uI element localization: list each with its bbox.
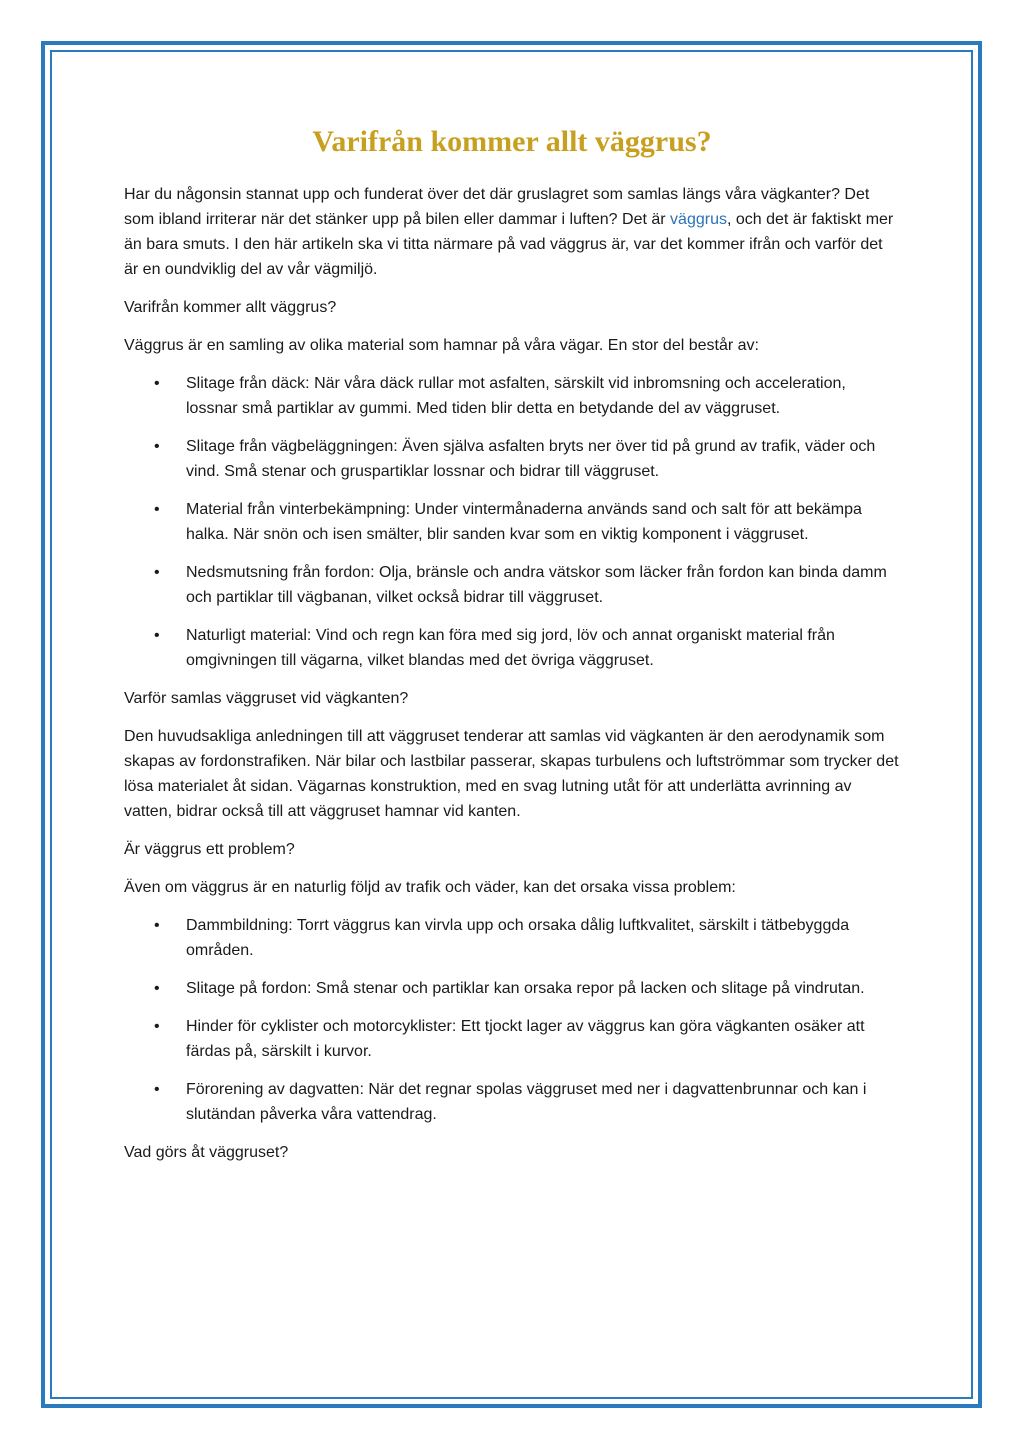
list-item-text: Slitage från däck: När våra däck rullar mot asfalten, särskilt vid inbromsning och acceleration, lossnar små partiklar av gummi. Med tiden blir detta en betydande del av väggruset. [186,375,846,417]
section-heading-origin: Varifrån kommer allt väggrus? [124,299,337,316]
vaggrus-link[interactable]: väggrus [670,211,727,228]
intro-text-before: Har du någonsin stannat upp och funderat över det där gruslagret som samlas längs våra vägkanter? Det som ibland irriterar när det stänker upp på bilen eller dammar i luften? Det är [124,186,870,228]
list-item [124,497,900,547]
list-item [124,371,900,421]
list-item-text: Förorening av dagvatten: När det regnar spolas väggruset med ner i dagvattenbrunnar och kan i slutändan påverka våra vattendrag. [186,1081,867,1123]
list-item [124,623,900,673]
article-title: Varifrån kommer allt väggrus? [312,125,712,158]
bullet-icon: • [154,1081,160,1098]
list-item-text: Hinder för cyklister och motorcyklister: Ett tjockt lager av väggrus kan göra vägkanten osäker att färdas på, särskilt i kurvor. [186,1018,865,1060]
bullet-icon: • [154,438,160,455]
article [124,120,900,1178]
list-item [124,913,900,963]
list-item-text: Naturligt material: Vind och regn kan föra med sig jord, löv och annat organiskt material från omgivningen till vägarna, vilket blandas med det övriga väggruset. [186,627,835,669]
bullet-icon: • [154,627,160,644]
bullet-icon: • [154,1018,160,1035]
list-item-text: Slitage på fordon: Små stenar och partiklar kan orsaka repor på lacken och slitage på vindrutan. [186,980,865,997]
list-item [124,434,900,484]
list-item [124,976,900,1001]
list-item [124,1014,900,1064]
list-item-text: Slitage från vägbeläggningen: Även själva asfalten bryts ner över tid på grund av trafik, väder och vind. Små stenar och gruspartiklar lossnar och bidrar till väggruset. [186,438,876,480]
bullet-icon: • [154,980,160,997]
bullet-icon: • [154,501,160,518]
bullet-icon: • [154,375,160,392]
paragraph-composition: Väggrus är en samling av olika material som hamnar på våra vägar. En stor del består av: [124,337,759,354]
list-item-text: Material från vinterbekämpning: Under vintermånaderna används sand och salt för att bekämpa halka. När snön och isen smälter, blir sanden kvar som en viktig komponent i väggruset. [186,501,862,543]
list-item [124,1077,900,1127]
list-item-text: Nedsmutsning från fordon: Olja, bränsle och andra vätskor som läcker från fordon kan binda damm och partiklar till vägbanan, vilket också bidrar till väggruset. [186,564,887,606]
paragraph-problems: Även om väggrus är en naturlig följd av trafik och väder, kan det orsaka vissa problem: [124,879,736,896]
section-heading-roadside: Varför samlas väggruset vid vägkanten? [124,690,409,707]
list-sources [124,371,900,673]
intro-paragraph [124,182,900,282]
list-item-text: Dammbildning: Torrt väggrus kan virvla upp och orsaka dålig luftkvalitet, särskilt i tätbebyggda områden. [186,917,850,959]
section-heading-problem: Är väggrus ett problem? [124,841,295,858]
section-heading-measures: Vad görs åt väggruset? [124,1144,289,1161]
bullet-icon: • [154,917,160,934]
list-item [124,560,900,610]
bullet-icon: • [154,564,160,581]
list-problems [124,913,900,1127]
intro-text-after: , och det är faktiskt mer än bara smuts. I den här artikeln ska vi titta närmare på vad väggrus är, var det kommer ifrån och varför det är en oundviklig del av vår vägmiljö. [124,211,894,278]
paragraph-aerodynamics: Den huvudsakliga anledningen till att väggruset tenderar att samlas vid vägkanten är den aerodynamik som skapas av fordonstrafiken. När bilar och lastbilar passerar, skapas turbulens och luftströmmar som trycker det lösa materialet åt sidan. Vägarnas konstruktion, med en svag lutning utåt för att underlätta avrinning av vatten, bidrar också till att väggruset hamnar vid kanten. [124,728,899,820]
